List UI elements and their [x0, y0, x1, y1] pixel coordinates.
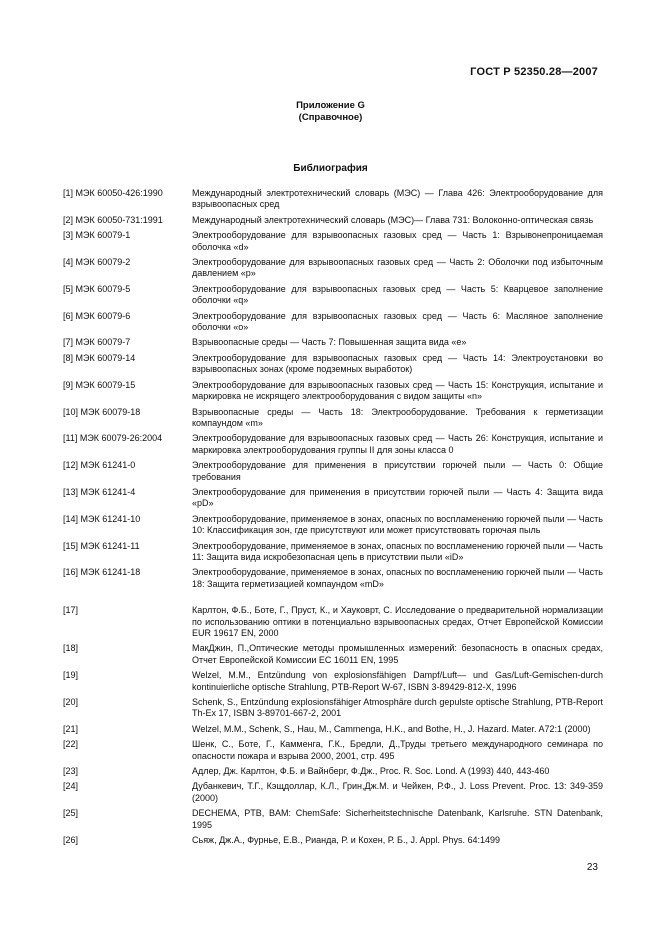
entry-reference: [25]: [63, 808, 79, 819]
entry-reference: [12] МЭК 61241-0: [63, 460, 136, 471]
entry-reference: [16] МЭК 61241-18: [63, 567, 141, 578]
entry-reference: [24]: [63, 781, 79, 792]
entry-reference: [26]: [63, 835, 79, 846]
entry-text: Шенк, С., Боте, Г., Камменга, Г.К., Бредли, Д.,Труды третьего международного семинара по опасности пожара и взрыва 2000, 2001, стр. 495: [192, 739, 603, 761]
entry-reference: [3] МЭК 60079-1: [63, 230, 131, 241]
document-code: ГОСТ Р 52350.28—2007: [470, 66, 598, 78]
entry-text: Электрооборудование, применяемое в зонах, опасных по воспламенению горючей пыли — Часть 10: Классификация зон, где присутствуют или может присутствовать горючая пыль: [192, 513, 603, 536]
entry-text: Welzel, M.M., Schenk, S., Hau, M., Cammenga, H.K., and Bothe, H., J. Hazard. Mater. A72:1 (2000): [192, 723, 591, 734]
entry-reference: [22]: [63, 739, 79, 750]
entry-text: Взрывоопасные среды — Часть 7: Повышенная защита вида «e»: [192, 337, 467, 348]
entry-reference: [13] МЭК 61241-4: [63, 486, 136, 497]
bibliography-entry: [63, 188, 603, 211]
entry-reference: [21]: [63, 723, 79, 734]
entry-text: Международный электротехнический словарь (МЭС) — Глава 426: Электрооборудование для взрывоопасных сред: [192, 188, 603, 210]
bibliography-entry: [63, 541, 603, 564]
entry-reference: [7] МЭК 60079-7: [63, 337, 131, 348]
entry-reference: [10] МЭК 60079-18: [63, 406, 141, 417]
bibliography-entry: [63, 766, 603, 777]
entry-text: Электрооборудование, применяемое в зонах, опасных по воспламенению горючей пыли — Часть 11: Защита вида искробезопасная цепь в присутствии пыли «iD»: [192, 540, 603, 562]
entry-text: DECHEMA, PTB, BAM: ChemSafe: Sicherheitstechnische Datenbank, Karlsruhe. STN Datenbank, 1995: [192, 808, 603, 830]
bibliography-entry: [63, 514, 603, 537]
entry-reference: [5] МЭК 60079-5: [63, 283, 131, 294]
standards-list: [63, 188, 603, 590]
bibliography-entry: [63, 605, 603, 639]
bibliography-entry: [63, 353, 603, 376]
entry-text: Электрооборудование для взрывоопасных газовых сред — Часть 5: Кварцевое заполнение оболочки «q»: [192, 283, 603, 306]
entry-reference: [20]: [63, 697, 79, 708]
entry-reference: [8] МЭК 60079-14: [63, 352, 136, 363]
entry-reference: [4] МЭК 60079-2: [63, 257, 131, 268]
bibliography-entry: [63, 311, 603, 334]
entry-text: Дубанкевич, Т.Г., Кэщдоллар, К.Л., Грин,Дж.М. и Чейкен, Р.Ф., J. Loss Prevent. Proc. 13: 349-359 (2000): [192, 781, 603, 803]
entry-text: Электрооборудование для взрывоопасных газовых сред — Часть 1: Взрывонепроницаемая оболочка «d»: [192, 230, 603, 252]
entry-reference: [15] МЭК 61241-11: [63, 540, 140, 551]
appendix-subtitle: (Справочное): [298, 112, 363, 123]
literature-list: [63, 605, 603, 846]
bibliography-entry: [63, 697, 603, 720]
bibliography-entry: [63, 257, 603, 280]
bibliography-entry: [63, 781, 603, 804]
bibliography-entry: [63, 284, 603, 307]
entry-reference: [17]: [63, 605, 79, 616]
entry-reference: [23]: [63, 766, 79, 777]
page-number: 23: [586, 862, 598, 873]
entry-text: Адлер, Дж. Карлтон, Ф.Б. и Вайнберг, Ф.Дж., Proc. R. Soc. Lond. A (1993) 440, 443-460: [192, 766, 550, 777]
bibliography-entry: [63, 739, 603, 762]
entry-text: Электрооборудование, применяемое в зонах, опасных по воспламенению горючей пыли — Часть 18: Защита герметизацией компаундом «mD»: [192, 567, 603, 589]
entry-reference: [9] МЭК 60079-15: [63, 379, 136, 390]
entry-reference: [11] МЭК 60079-26:2004: [63, 433, 163, 444]
entry-reference: [18]: [63, 643, 79, 654]
entry-text: Международный электротехнический словарь (МЭС)— Глава 731: Волоконно-оптическая связь: [192, 214, 594, 225]
entry-text: Электрооборудование для взрывоопасных газовых сред — Часть 14: Электроустановки во взрывоопасных зонах (кроме подземных выработок): [192, 352, 603, 375]
entry-text: МакДжин, П.,Оптические методы промышленных измерений: безопасность в опасных средах, Отчет Европейской Комиссии EC 16011 EN, 1995: [192, 643, 603, 665]
entry-text: Электрооборудование для взрывоопасных газовых сред — Часть 15: Конструкция, испытание и маркировка не искрящего электрооборудования с видом защиты «n»: [192, 379, 603, 402]
bibliography-entry: [63, 433, 603, 456]
entry-reference: [14] МЭК 61241-10: [63, 513, 141, 524]
bibliography-entry: [63, 643, 603, 666]
entry-text: Электрооборудование для взрывоопасных газовых сред — Часть 2: Оболочки под избыточным давлением «p»: [192, 257, 603, 279]
entry-text: Schenk, S., Entzündung explosionsfähiger Atmosphäre durch gepulste optische Strahlung, PTB-Report Th-Ex 17, ISBN 3-89701-667-2, 2001: [192, 697, 603, 719]
entry-reference: [2] МЭК 60050-731:1991: [63, 214, 163, 225]
bibliography-list: [63, 188, 603, 851]
entry-reference: [19]: [63, 670, 79, 681]
bibliography-entry: [63, 460, 603, 483]
entry-text: Электрооборудование для взрывоопасных газовых сред — Часть 26: Конструкция, испытание и маркировка электрооборудования группы II для зоны класса 0: [192, 433, 603, 455]
bibliography-entry: [63, 567, 603, 590]
bibliography-entry: [63, 380, 603, 403]
bibliography-entry: [63, 215, 603, 226]
bibliography-entry: [63, 487, 603, 510]
bibliography-title: Библиография: [293, 163, 368, 174]
entry-text: Взрывоопасные среды — Часть 18: Электрооборудование. Требования к герметизации компаундом «m»: [192, 406, 603, 428]
bibliography-entry: [63, 724, 603, 735]
entry-text: Сьяж, Дж.А., Фурнье, Е.В., Рианда, Р. и Кохен, Р. Б., J. Appl. Phys. 64:1499: [192, 835, 501, 846]
entry-reference: [6] МЭК 60079-6: [63, 310, 131, 321]
entry-reference: [1] МЭК 60050-426:1990: [63, 188, 163, 198]
bibliography-entry: [63, 808, 603, 831]
entry-text: Welzel, M.M., Entzündung von explosionsfähigen Dampf/Luft— und Gas/Luft-Gemischen-durch kontinuierliche optische Strahlung, PTB-Report W-67, ISBN 3-89429-812-X, 1996: [192, 670, 603, 692]
entry-text: Карлтон, Ф.Б., Боте, Г., Пруст, К., и Хауковрт, С. Исследование о предварительной нормализации по использованию оптики в потенциально взрывоопасных средах, Отчет Европейской Комиссии EUR 19617 EN, 2000: [192, 605, 603, 638]
bibliography-entry: [63, 230, 603, 253]
bibliography-entry: [63, 337, 603, 348]
entry-text: Электрооборудование для применения в присутствии горючей пыли — Часть 4: Защита вида «pD»: [192, 486, 603, 509]
bibliography-entry: [63, 670, 603, 693]
appendix-heading: [0, 100, 661, 124]
entry-text: Электрооборудование для применения в присутствии горючей пыли — Часть 0: Общие требования: [192, 460, 603, 482]
bibliography-entry: [63, 835, 603, 846]
entry-text: Электрооборудование для взрывоопасных газовых сред — Часть 6: Масляное заполнение оболочки «o»: [192, 310, 603, 333]
bibliography-entry: [63, 407, 603, 430]
appendix-title: Приложение G: [296, 100, 365, 111]
